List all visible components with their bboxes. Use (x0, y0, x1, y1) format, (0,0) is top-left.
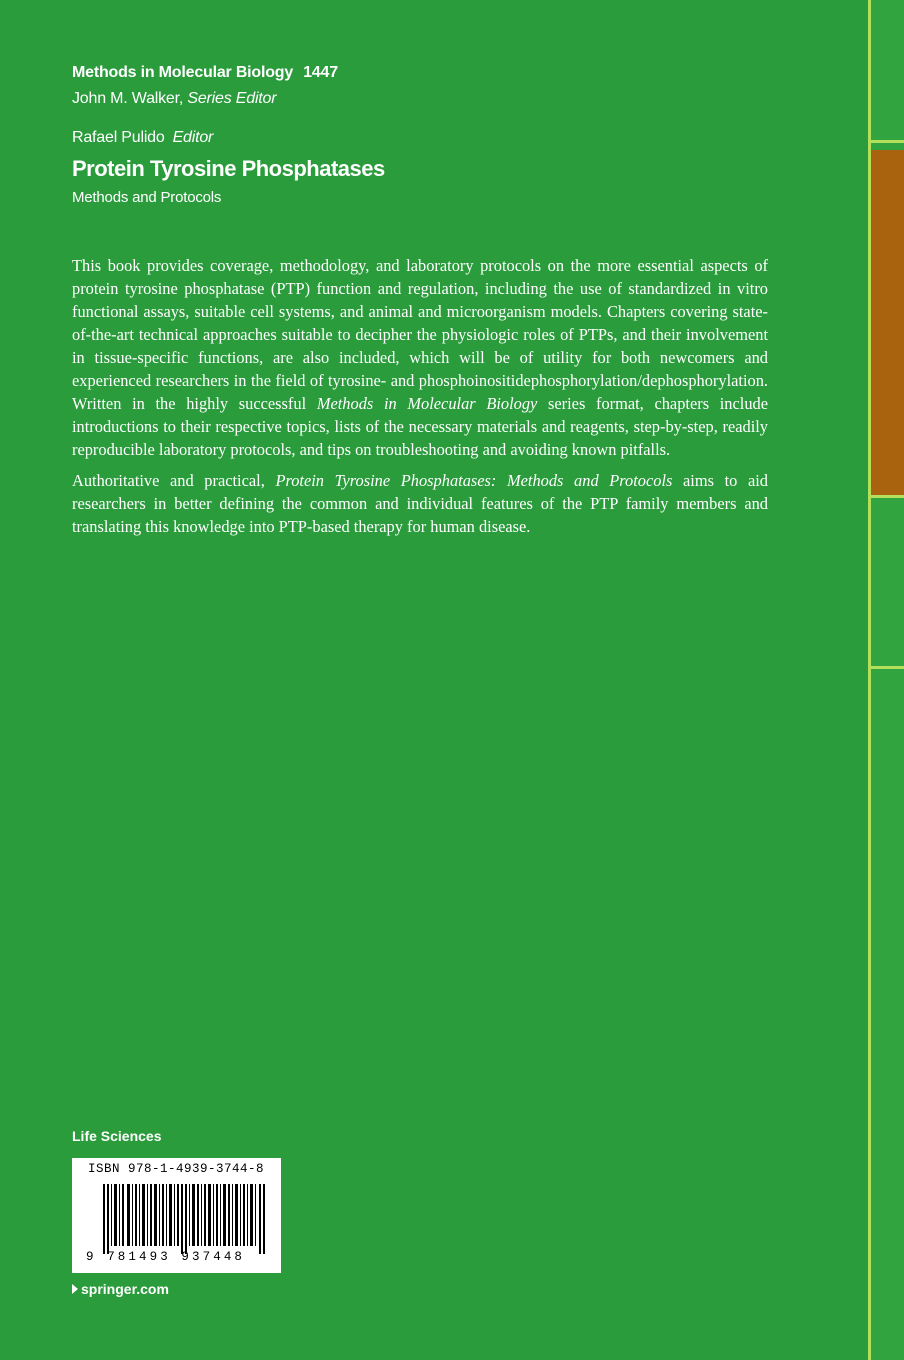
description-text: This book provides coverage, methodology, and laboratory protocols on the more essential aspects of protein tyrosine phosphatase (PTP) function and regulation, including the use of standardized in vitro functional assays, suitable cell systems, and animal and microorganism models. Chapters covering state-of-the-art technical approaches suitable to decipher the physiologic roles of PTPs, and their involvement in tissue-specific functions, are also included, which will be of utility for both newcomers and experienced researchers in the field of tyrosine- and phosphoinositidephosphorylation/dephosphorylation. Written in the highly successful (72, 256, 768, 413)
publisher-link[interactable] (72, 1281, 169, 1297)
description-text: aims to aid researchers in better defining the common and individual features of the PTP family members and translating this knowledge into PTP-based therapy for human disease. (72, 471, 768, 536)
barcode-bars (102, 1184, 266, 1254)
series-editor-line (72, 90, 276, 108)
description-text: series format, chapters include introductions to their respective topics, lists of the necessary materials and reagents, step-by-step, readily reproducible laboratory protocols, and tips on troubleshooting and avoiding known pitfalls. (72, 394, 768, 459)
spine-tick (871, 666, 904, 669)
spine-tick (871, 140, 904, 143)
volume-editor-line (72, 129, 213, 147)
volume-editor-role: Editor (172, 129, 214, 146)
isbn-barcode (72, 1158, 281, 1273)
subject-category: Life Sciences (72, 1128, 162, 1144)
description-text: Authoritative and practical, (72, 471, 265, 490)
spine-color-band (871, 150, 904, 495)
description-paragraph-1 (72, 254, 768, 461)
barcode-digits: 9 781493 937448 (86, 1250, 246, 1264)
series-editor-name: John M. Walker, (72, 90, 184, 107)
series-name-italic: Methods in Molecular Biology (316, 394, 538, 413)
series-name: Methods in Molecular Biology (72, 64, 294, 81)
book-title-italic: Protein Tyrosine Phosphatases: Methods and Protocols (275, 471, 673, 490)
description-paragraph-2 (72, 469, 768, 538)
book-description (72, 254, 768, 546)
volume-editor-name: Rafael Pulido (72, 129, 165, 146)
publisher-url[interactable]: springer.com (81, 1281, 169, 1297)
series-editor-role: Series Editor (187, 90, 277, 107)
book-subtitle: Methods and Protocols (72, 189, 222, 206)
spine-tick (871, 495, 904, 498)
isbn-label: ISBN 978-1-4939-3744-8 (88, 1162, 265, 1176)
series-number: 1447 (303, 64, 338, 81)
series-title (72, 64, 338, 82)
book-title: Protein Tyrosine Phosphatases (72, 156, 385, 181)
arrow-right-icon (72, 1284, 78, 1294)
